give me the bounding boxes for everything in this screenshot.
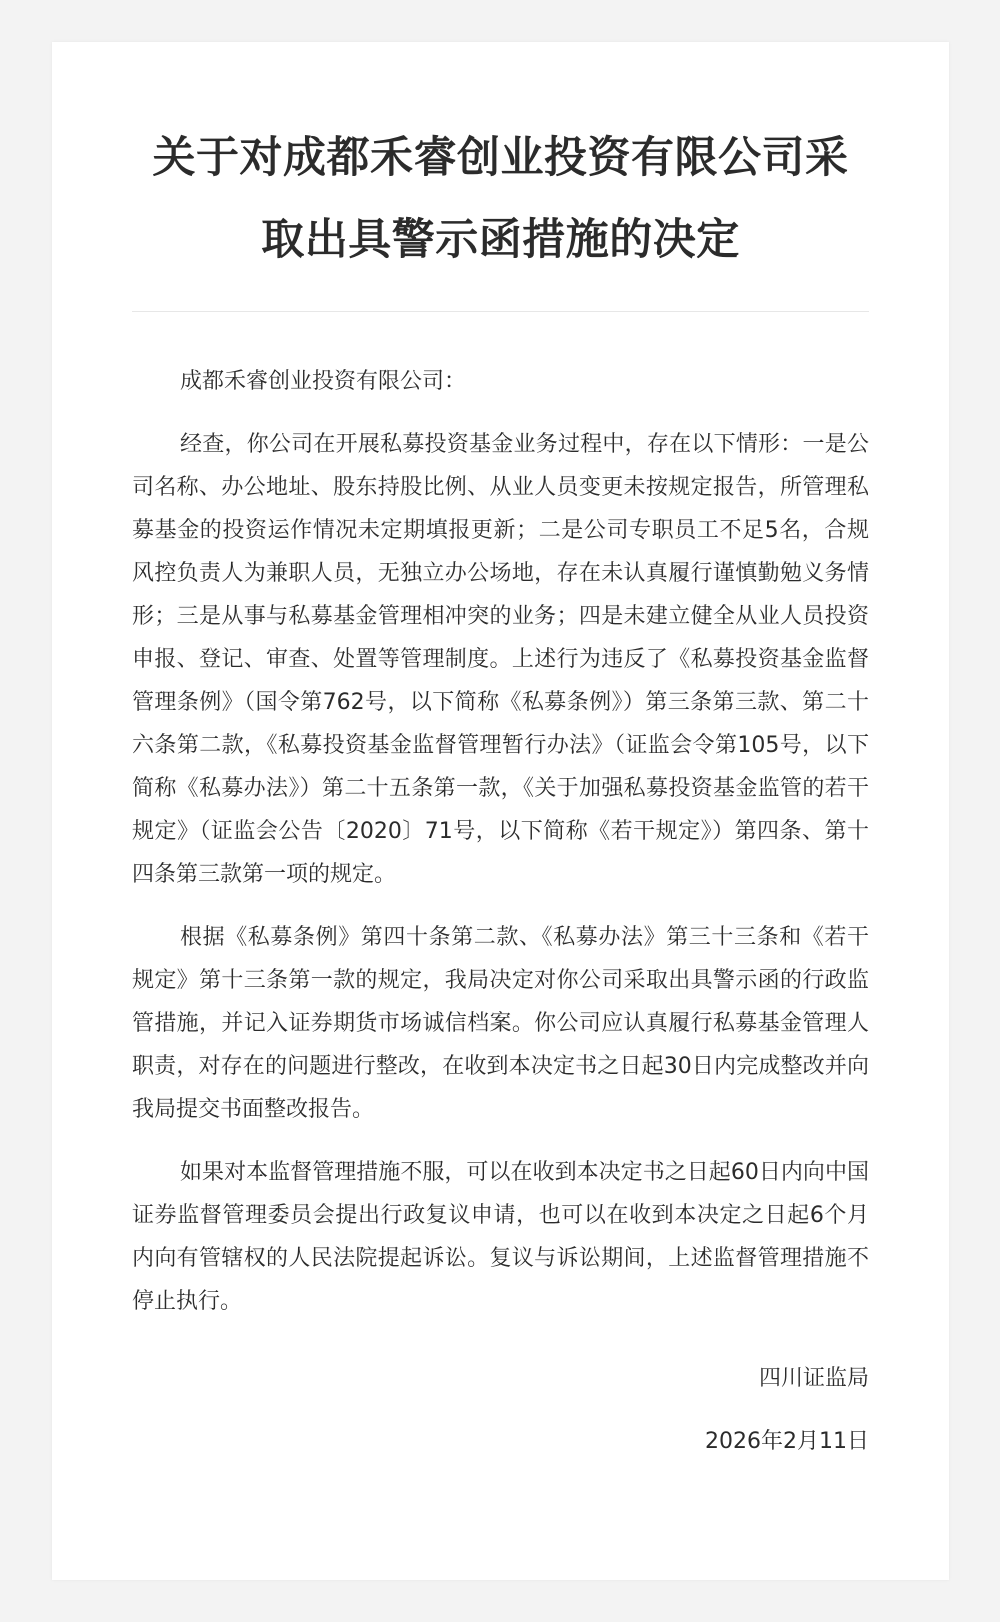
document-content (132, 117, 869, 1463)
addressee: 成都禾睿创业投资有限公司： (180, 369, 467, 394)
issuer: 四川证监局 (758, 1366, 869, 1391)
paragraph-decision: 根据《私募条例》第四十条第二款、《私募办法》第三十三条和《若干规定》第十三条第一款的规定，我局决定对你公司采取出具警示函的行政监管措施，并记入证券期货市场诚信档案。你公司应认真履行私募基金管理人职责，对存在的问题进行整改，在收到本决定书之日起30日内完成整改并向我局提交书面整改报告。 (132, 925, 869, 1122)
document-page (52, 42, 949, 1580)
title-divider (132, 311, 869, 312)
document-body (132, 360, 869, 1323)
document-title: 关于对成都禾睿创业投资有限公司采取出具警示函措施的决定 (152, 133, 849, 265)
paragraph-appeal: 如果对本监督管理措施不服，可以在收到本决定书之日起60日内向中国证券监督管理委员会提出行政复议申请，也可以在收到本决定之日起6个月内向有管辖权的人民法院提起诉讼。复议与诉讼期间，上述监督管理措施不停止执行。 (132, 1160, 869, 1314)
paragraph-findings: 经查，你公司在开展私募投资基金业务过程中，存在以下情形：一是公司名称、办公地址、股东持股比例、从业人员变更未按规定报告，所管理私募基金的投资运作情况未定期填报更新；二是公司专职员工不足5名，合规风控负责人为兼职人员，无独立办公场地，存在未认真履行谨慎勤勉义务情形；三是从事与私募基金管理相冲突的业务；四是未建立健全从业人员投资申报、登记、审查、处置等管理制度。上述行为违反了《私募投资基金监督管理条例》（国令第762号，以下简称《私募条例》）第三条第三款、第二十六条第二款，《私募投资基金监督管理暂行办法》（证监会令第105号，以下简称《私募办法》）第二十五条第一款，《关于加强私募投资基金监管的若干规定》（证监会公告〔2020〕71号，以下简称《若干规定》）第四条、第十四条第三款第一项的规定。 (132, 432, 869, 887)
issue-date: 2026年2月11日 (705, 1429, 869, 1454)
